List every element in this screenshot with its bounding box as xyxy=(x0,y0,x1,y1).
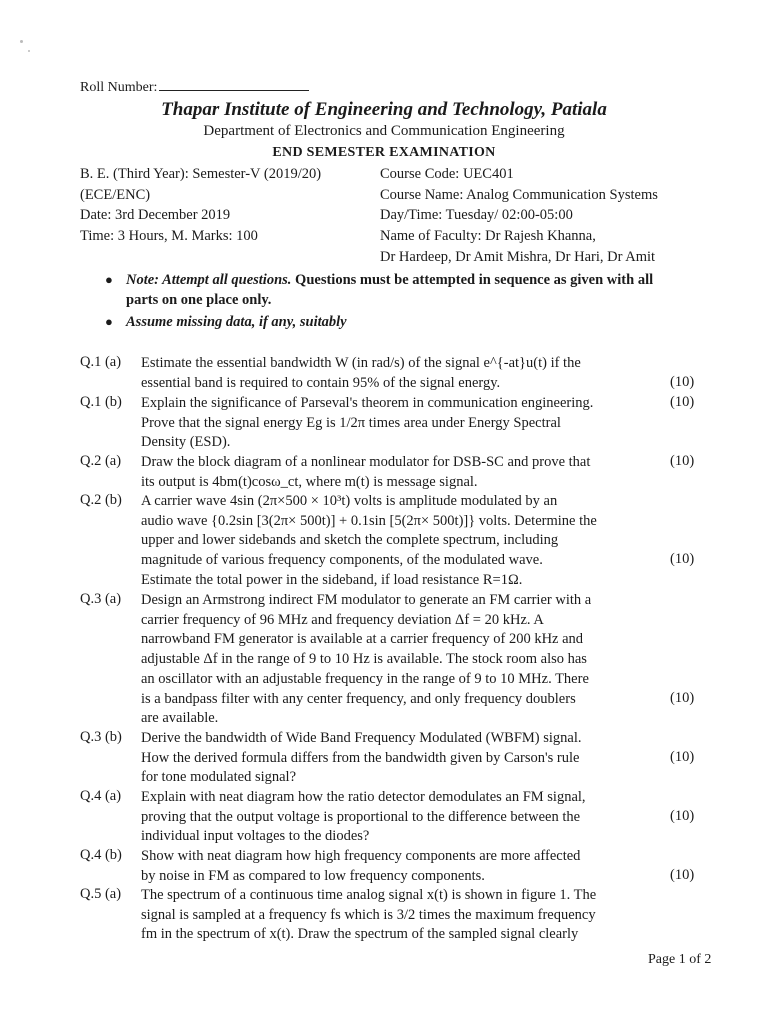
roll-number-field xyxy=(80,78,309,96)
question-marks: (10) xyxy=(670,453,695,469)
scan-speck xyxy=(20,40,23,43)
question-text-line: essential band is required to contain 95% of the signal energy. xyxy=(141,374,501,391)
bullet-icon: ● xyxy=(105,314,113,329)
question-text-line: Prove that the signal energy Eg is 1/2π times area under Energy Spectral xyxy=(141,414,561,431)
info-semester: B. E. (Third Year): Semester-V (2019/20) xyxy=(80,166,322,182)
question-marks: (10) xyxy=(670,394,695,410)
question-marks: (10) xyxy=(670,689,695,706)
info-faculty: Name of Faculty: Dr Rajesh Khanna, xyxy=(380,228,596,244)
question-label: Q.4 (b) xyxy=(80,847,122,863)
question-text-line: individual input voltages to the diodes? xyxy=(141,828,370,845)
question-text-line: narrowband FM generator is available at a carrier frequency of 200 kHz and xyxy=(141,631,584,648)
roll-number-label: Roll Number: xyxy=(80,80,158,95)
info-day-time: Day/Time: Tuesday/ 02:00-05:00 xyxy=(380,207,573,223)
note-line-2: parts on one place only. xyxy=(126,292,272,308)
question-text-line: Design an Armstrong indirect FM modulator to generate an FM carrier with a xyxy=(141,592,592,608)
question-text-line: Derive the bandwidth of Wide Band Frequency Modulated (WBFM) signal. xyxy=(141,730,582,746)
question-text-line: carrier frequency of 96 MHz and frequency deviation Δf = 20 kHz. A xyxy=(141,611,544,628)
note-label: Note: Attempt all questions. xyxy=(126,272,292,288)
question-text-line: upper and lower sidebands and sketch the complete spectrum, including xyxy=(141,532,559,549)
question-text-line: Estimate the total power in the sideband, if load resistance R=1Ω. xyxy=(141,571,523,588)
question-text-line: an oscillator with an adjustable frequency in the range of 9 to 10 MHz. There xyxy=(141,670,589,687)
question-text-line: audio wave {0.2sin [3(2π× 500t)] + 0.1sin [5(2π× 500t)]} volts. Determine the xyxy=(141,512,597,529)
question-text-line: for tone modulated signal? xyxy=(141,769,297,786)
question-text-line: Explain the significance of Parseval's theorem in communication engineering. xyxy=(141,395,594,411)
question-text-line: are available. xyxy=(141,710,219,727)
info-course-code: Course Code: UEC401 xyxy=(380,166,514,182)
question-marks: (10) xyxy=(670,373,695,390)
question-label: Q.2 (b) xyxy=(80,492,122,508)
question-text-line: is a bandpass filter with any center frequency, and only frequency doublers xyxy=(141,690,576,707)
question-text-line: Estimate the essential bandwidth W (in rad/s) of the signal e^{-at}u(t) if the xyxy=(141,355,581,371)
question-marks: (10) xyxy=(670,748,695,765)
question-label: Q.2 (a) xyxy=(80,453,122,469)
roll-number-blank xyxy=(159,78,309,91)
question-text-line: adjustable Δf in the range of 9 to 10 Hz is available. The stock room also has xyxy=(141,651,587,668)
department-name: Department of Electronics and Communication Engineering xyxy=(203,123,565,139)
question-label: Q.3 (b) xyxy=(80,729,122,745)
scan-speck xyxy=(28,50,30,52)
bullet-icon: ● xyxy=(105,272,113,287)
note-text: Questions must be attempted in sequence as given with all xyxy=(291,272,654,288)
info-time-marks: Time: 3 Hours, M. Marks: 100 xyxy=(80,228,258,244)
question-label: Q.5 (a) xyxy=(80,886,122,902)
question-text-line: signal is sampled at a frequency fs which is 3/2 times the maximum frequency xyxy=(141,906,596,923)
question-text-line: fm in the spectrum of x(t). Draw the spectrum of the sampled signal clearly xyxy=(141,926,579,943)
note-assume xyxy=(105,314,347,331)
question-text-line: Show with neat diagram how high frequency components are more affected xyxy=(141,848,581,864)
note-line-1 xyxy=(105,272,653,289)
institute-name: Thapar Institute of Engineering and Technology, Patiala xyxy=(161,99,607,120)
question-text-line: Density (ESD). xyxy=(141,434,231,451)
question-text-line: Explain with neat diagram how the ratio detector demodulates an FM signal, xyxy=(141,789,586,805)
question-marks: (10) xyxy=(670,551,695,568)
assume-text: Assume missing data, if any, suitably xyxy=(126,314,347,330)
exam-title: END SEMESTER EXAMINATION xyxy=(272,145,496,160)
question-text-line: How the derived formula differs from the bandwidth given by Carson's rule xyxy=(141,749,580,766)
question-text-line: proving that the output voltage is proportional to the difference between the xyxy=(141,808,581,825)
question-marks: (10) xyxy=(670,807,695,824)
page-number: Page 1 of 2 xyxy=(648,952,712,967)
question-text-line: A carrier wave 4sin (2π×500 × 10³t) volts is amplitude modulated by an xyxy=(141,493,558,509)
info-date: Date: 3rd December 2019 xyxy=(80,207,231,223)
info-branch: (ECE/ENC) xyxy=(80,187,151,203)
question-text-line: magnitude of various frequency components, of the modulated wave. xyxy=(141,552,543,569)
question-text-line: Draw the block diagram of a nonlinear modulator for DSB-SC and prove that xyxy=(141,454,591,470)
question-label: Q.4 (a) xyxy=(80,788,122,804)
question-text-line: The spectrum of a continuous time analog signal x(t) is shown in figure 1. The xyxy=(141,887,597,903)
question-label: Q.1 (a) xyxy=(80,354,122,370)
question-text-line: by noise in FM as compared to low frequency components. xyxy=(141,867,485,884)
question-text-line: its output is 4bm(t)cosω_ct, where m(t) is message signal. xyxy=(141,473,478,490)
info-course-name: Course Name: Analog Communication Systems xyxy=(380,187,658,203)
question-marks: (10) xyxy=(670,866,695,883)
question-label: Q.1 (b) xyxy=(80,394,122,410)
info-faculty-cont: Dr Hardeep, Dr Amit Mishra, Dr Hari, Dr Amit xyxy=(380,249,656,265)
question-label: Q.3 (a) xyxy=(80,591,122,607)
